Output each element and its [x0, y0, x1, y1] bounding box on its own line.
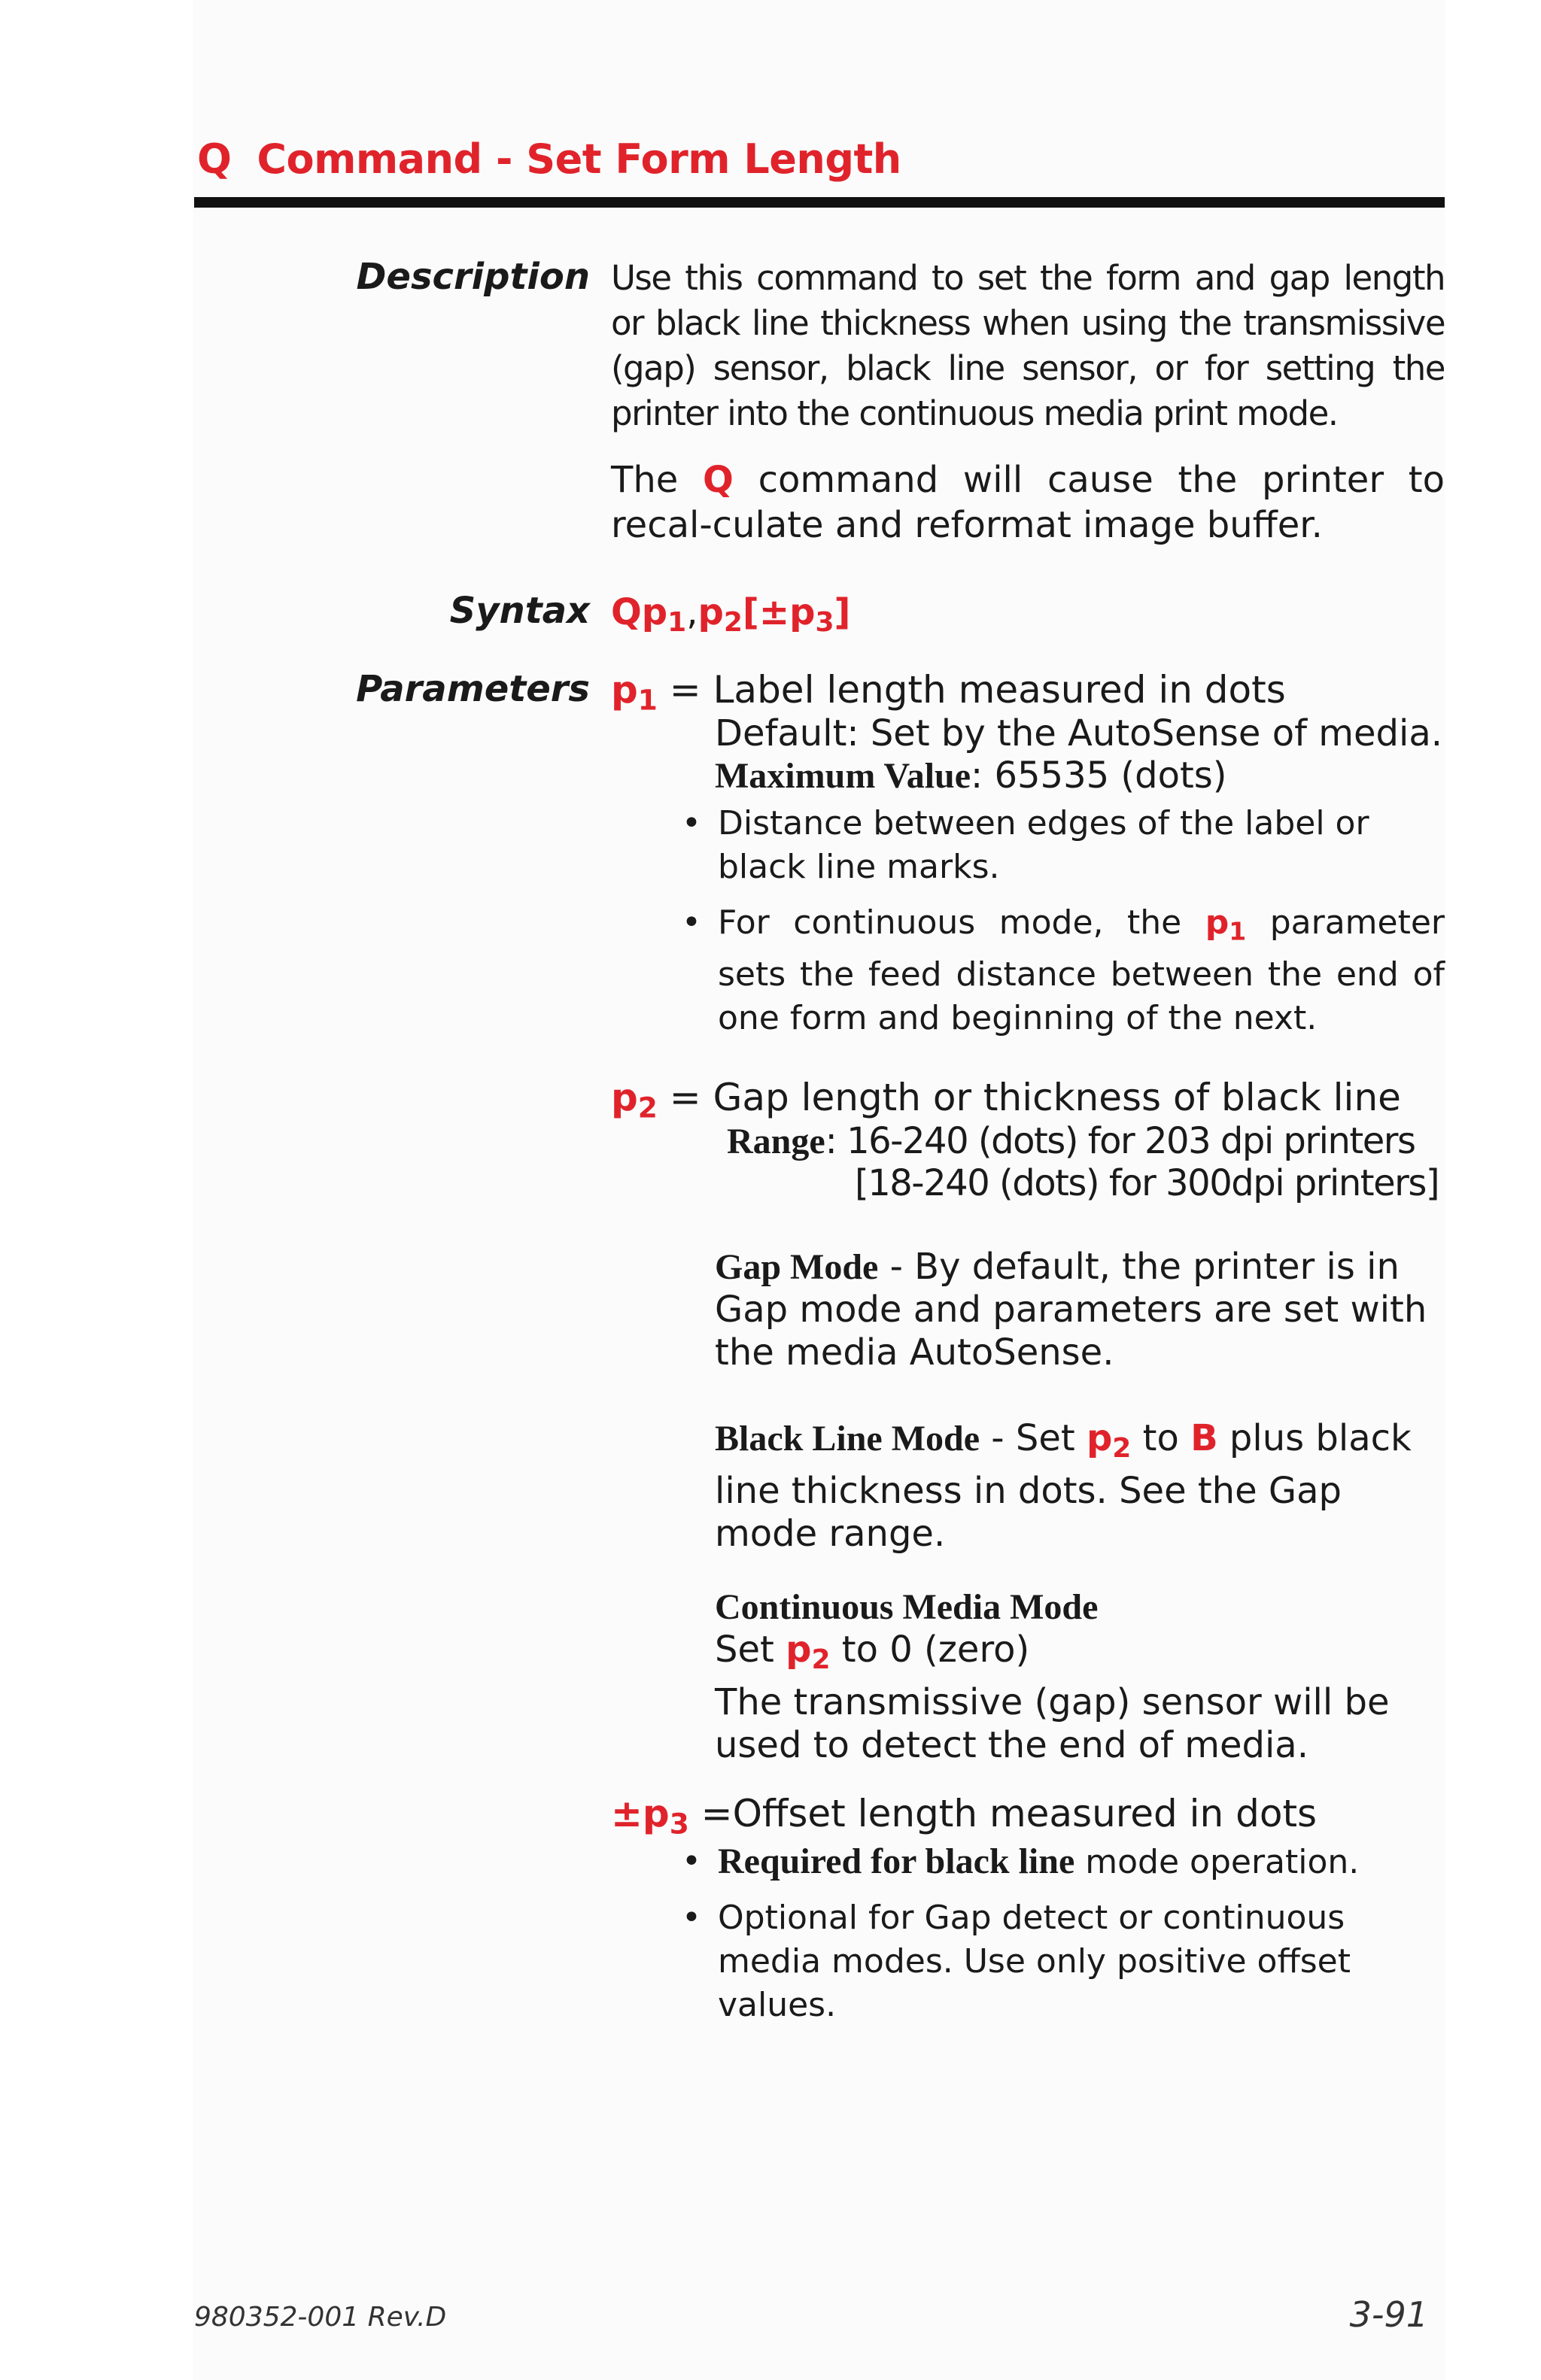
p1-bullet2-code: p — [1205, 903, 1229, 942]
syntax-p2: p — [698, 591, 724, 633]
p1-bullets — [676, 802, 1445, 1052]
syntax-bracket-close: ] — [834, 591, 851, 633]
p1-max-value: : 65535 (dots) — [971, 754, 1227, 797]
p1-bullet2-post: parameter sets the feed distance between the end of one form and beginning of the next. — [718, 903, 1445, 1038]
p1-bullet2-sub: 1 — [1229, 916, 1247, 946]
list-item: • Optional for Gap detect or continuous media modes. Use only positive offset values. — [682, 1899, 1351, 2024]
syntax-sub2: 2 — [723, 607, 743, 638]
black-line-post: plus black line thickness in dots. See the Gap mode range. — [715, 1417, 1412, 1555]
p1-bullet-1: Distance between edges of the label or black line marks. — [718, 804, 1369, 886]
syntax-sub1: 1 — [667, 607, 687, 638]
p3-bullets — [676, 1840, 1445, 2039]
p3-bullet1-rest: mode operation. — [1074, 1843, 1360, 1881]
p3-sub: 3 — [669, 1807, 689, 1841]
title-text: Command - Set Form Length — [257, 135, 901, 183]
continuous-set-line — [715, 1629, 1445, 1681]
q-code: Q — [703, 459, 734, 501]
p1-name: p — [611, 668, 638, 712]
p3-bullet1-bold: Required for black line — [718, 1841, 1075, 1881]
continuous-zero: to 0 (zero) — [830, 1629, 1030, 1671]
p2-range-203: : 16-240 (dots) for 203 dpi printers — [825, 1120, 1415, 1162]
list-item: • For continuous mode, the $p_1$ parameter sets the feed distance between the end of one form and beginning of the next. — [682, 903, 1445, 1038]
continuous-block — [715, 1586, 1445, 1767]
black-line-pre: - Set — [980, 1417, 1087, 1459]
black-line-mid: to — [1131, 1417, 1191, 1459]
p3-bullet-2: Optional for Gap detect or continuous media modes. Use only positive offset values. — [718, 1899, 1351, 2024]
syntax-code — [611, 590, 1445, 645]
doc-number: 980352-001 Rev.D — [194, 2302, 447, 2333]
syntax-sub3: 3 — [815, 607, 834, 638]
syntax-q: Qp — [611, 591, 668, 633]
continuous-label: Continuous Media Mode — [715, 1587, 1099, 1627]
p3-text: =Offset length measured in dots — [688, 1792, 1318, 1835]
p2-sub: 2 — [637, 1091, 658, 1125]
continuous-set: Set — [715, 1629, 786, 1671]
p1-max-label: Maximum Value — [715, 756, 971, 796]
p1-max — [715, 754, 1227, 798]
description-paragraph-2 — [611, 457, 1445, 548]
p2-range-300: [18-240 (dots) for 300dpi printers] — [855, 1162, 1439, 1204]
black-line-block — [715, 1417, 1445, 1556]
p3-name: ±p — [611, 1792, 670, 1835]
page-number: 3-91 — [1349, 2294, 1428, 2335]
para2-pre: The — [611, 459, 704, 501]
p1-bullet2-pre: For continuous mode, the — [718, 903, 1205, 942]
gap-mode-label: Gap Mode — [715, 1247, 879, 1287]
list-item: • Distance between edges of the label or black line marks. — [682, 804, 1369, 886]
p1-sub: 1 — [637, 683, 658, 717]
continuous-code: p — [786, 1629, 812, 1671]
black-line-code: p — [1086, 1417, 1113, 1459]
parameters-label: Parameters — [356, 668, 590, 710]
p3-line — [611, 1792, 1317, 1845]
description-label: Description — [356, 256, 590, 298]
list-item: • Required for black line mode operation. — [682, 1841, 1360, 1881]
command-letter: Q — [197, 135, 232, 183]
para2-post: command will cause the printer to recal-culate and reformat image buffer. — [611, 459, 1445, 546]
p2-name: p — [611, 1076, 638, 1119]
syntax-comma: , — [686, 591, 698, 633]
continuous-text: The transmissive (gap) sensor will be used to detect the end of media. — [715, 1681, 1390, 1766]
black-line-label: Black Line Mode — [715, 1419, 980, 1459]
syntax-bracket-open: [±p — [742, 591, 816, 633]
gap-mode-block — [715, 1246, 1445, 1374]
p2-text: = Gap length or thickness of black line — [657, 1076, 1401, 1119]
p1-text: = Label length measured in dots — [657, 668, 1286, 712]
gap-mode-text: - By default, the printer is in Gap mode and parameters are set with the media AutoSense. — [715, 1246, 1427, 1374]
description-paragraph-1: Use this command to set the form and gap length or black line thickness when using the transmissive (gap) sensor, black line sensor, or for setting the printer into the continuous media print mode. — [611, 258, 1445, 433]
syntax-label: Syntax — [449, 590, 590, 632]
black-line-b: B — [1190, 1417, 1218, 1459]
p2-range-label: Range — [727, 1122, 825, 1161]
page-title — [197, 135, 901, 183]
continuous-sub: 2 — [811, 1644, 831, 1675]
black-line-sub: 2 — [1112, 1433, 1132, 1464]
title-rule — [194, 197, 1445, 208]
p2-range — [727, 1119, 1415, 1164]
p1-default: Default: Set by the AutoSense of media. — [715, 712, 1443, 754]
